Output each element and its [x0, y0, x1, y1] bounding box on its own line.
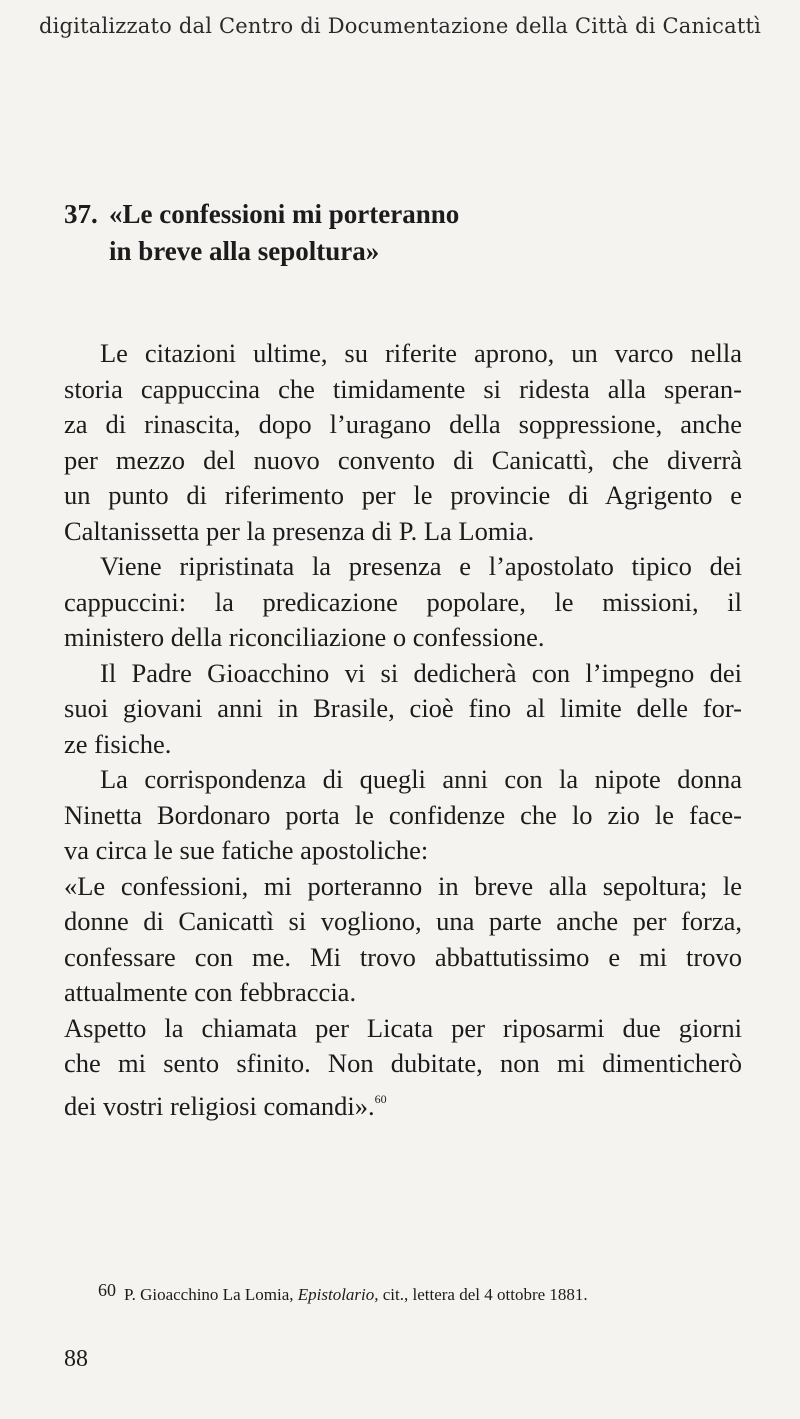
text-line: La corrispondenza di quegli anni con la nipote donna: [100, 764, 742, 794]
chapter-heading: [64, 196, 459, 270]
chapter-title-line-1: «Le confessioni mi porteranno: [109, 199, 460, 229]
text-line-content: dei vostri religiosi comandi».: [64, 1090, 375, 1121]
footnote: [98, 1280, 588, 1305]
watermark: digitalizzato dal Centro di Documentazione della Città di Canicattì: [38, 14, 762, 38]
body-text: [64, 336, 742, 1121]
text-line: donne di Canicattì si vogliono, una parte anche per forza,: [64, 906, 742, 936]
text-line: attualmente con febbraccia.: [64, 977, 357, 1007]
text-line-final: [64, 1082, 742, 1121]
text-line: Le citazioni ultime, su riferite aprono, un varco nella: [100, 338, 742, 368]
footnote-reference: 60: [374, 1091, 387, 1106]
text-line: Viene ripristinata la presenza e l’apostolato tipico dei: [100, 551, 742, 581]
footnote-text-after: cit., lettera del 4 ottobre 1881.: [378, 1285, 588, 1304]
footnote-italic-title: Epistolario,: [297, 1285, 379, 1304]
text-line: Ninetta Bordonaro porta le confidenze che lo zio le face-: [64, 799, 742, 830]
text-line: storia cappuccina che timidamente si ridesta alla speran-: [64, 373, 742, 404]
footnote-text-before: P. Gioacchino La Lomia,: [124, 1285, 298, 1304]
text-line: Il Padre Gioacchino vi si dedicherà con l’impegno dei: [100, 657, 742, 688]
text-line: per mezzo del nuovo convento di Canicattì, che diverrà: [64, 444, 742, 475]
text-line: un punto di riferimento per le provincie di Agrigento e: [64, 480, 742, 510]
chapter-title-line-2: in breve alla sepoltura»: [109, 236, 380, 266]
text-line: za di rinascita, dopo l’uragano della soppressione, anche: [64, 409, 742, 439]
page-number: 88: [64, 1346, 88, 1372]
text-line: cappuccini: la predicazione popolare, le missioni, il: [64, 586, 742, 617]
text-line: va circa le sue fatiche apostoliche:: [64, 835, 429, 865]
text-line: suoi giovani anni in Brasile, cioè fino al limite delle for-: [64, 693, 742, 723]
text-line: Caltanissetta per la presenza di P. La Lomia.: [64, 515, 535, 546]
text-line: «Le confessioni, mi porteranno in breve alla sepoltura; le: [64, 870, 742, 901]
text-line: Aspetto la chiamata per Licata per riposarmi due giorni: [64, 1012, 742, 1043]
footnote-number: 60: [98, 1280, 116, 1300]
text-line: che mi sento sfinito. Non dubitate, non mi dimenticherò: [64, 1048, 742, 1078]
text-line: confessare con me. Mi trovo abbattutissimo e mi trovo: [64, 941, 742, 972]
text-line: ze fisiche.: [64, 728, 172, 759]
text-line: ministero della riconciliazione o confessione.: [64, 622, 545, 652]
chapter-number: 37.: [64, 199, 98, 229]
